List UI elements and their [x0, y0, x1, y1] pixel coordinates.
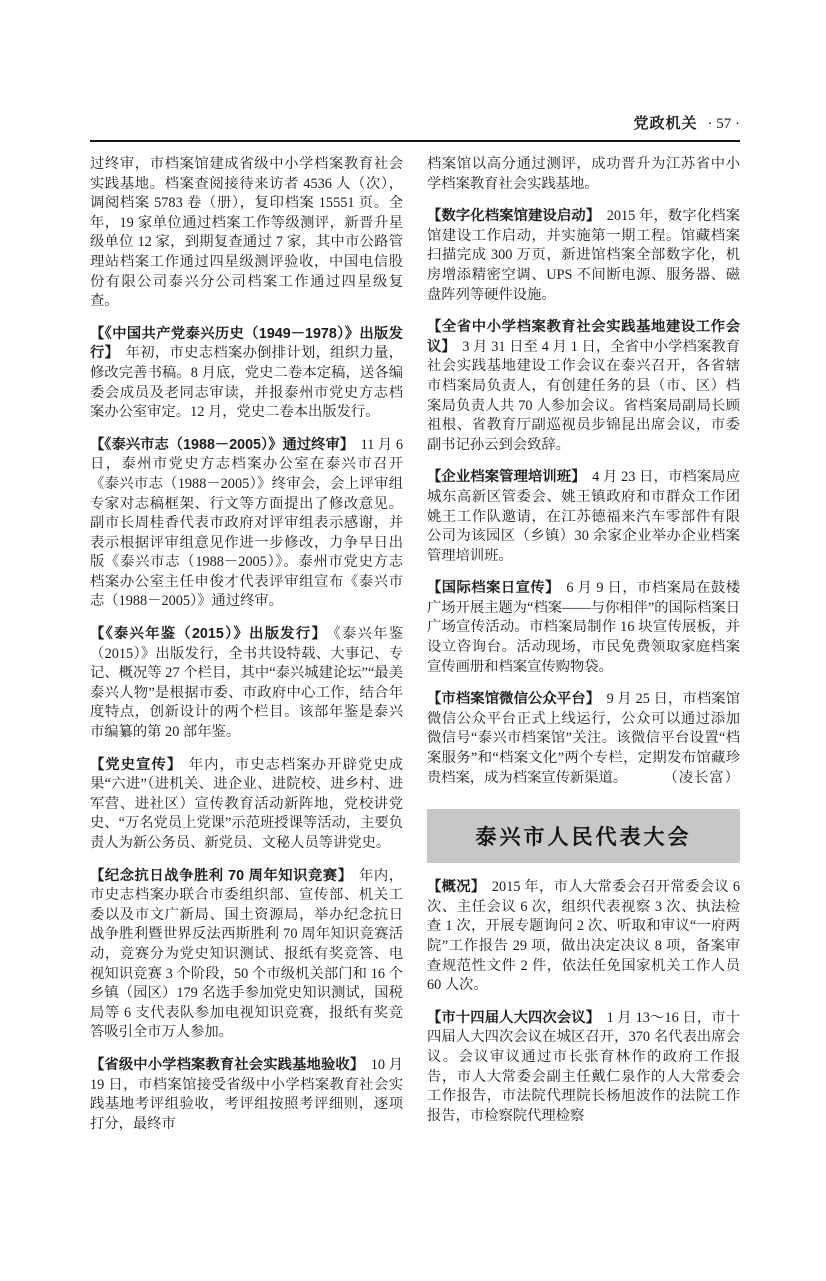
yearbook-page	[0, 112, 826, 1281]
entry	[90, 325, 403, 423]
entry	[427, 318, 740, 455]
left-column	[90, 155, 403, 1134]
right-column	[427, 155, 740, 1134]
entry-heading: 【全省中小学档案教育社会实践基地建设工作会议】	[427, 319, 740, 355]
entry	[427, 878, 740, 996]
entry-heading: 【市十四届人大四次会议】	[427, 1009, 601, 1026]
entry-heading: 【概况】	[427, 879, 486, 896]
entry-heading: 【企业档案管理培训班】	[427, 469, 586, 486]
entry	[427, 468, 740, 566]
entry	[90, 756, 403, 854]
entry-heading: 【《泰兴年鉴（2015）》出版发行】	[90, 626, 328, 643]
entry	[427, 1009, 740, 1127]
entry-heading: 【《泰兴市志（1988－2005）》通过终审】	[90, 436, 355, 453]
header-rule	[90, 140, 740, 142]
author-attribution: （凌长富）	[663, 769, 740, 786]
entry-body: 10 月 19 日，市档案馆接受省级中小学档案教育社会实践基地考评组验收，考评组按照考评细则，逐项打分，最终市	[90, 1056, 404, 1132]
running-header	[90, 112, 740, 133]
section-banner-title: 泰兴市人民代表大会	[427, 809, 740, 863]
entry	[90, 436, 403, 612]
entry-body: 11 月 6 日，泰州市党史方志档案办公室在泰兴市召开《泰兴市志（1988－2005）》终审会，会上评审组专家对志稿框架、行文等方面提出了修改意见。副市长周桂香代表市政府对评审组表示感谢，并表示根据评审组意见作进一步修改，力争早日出版《泰兴市志（1988－2005）》。泰州市党史方志档案办公室主任申俊才代表评审组宣布《泰兴市志（1988－2005）》通过终审。	[90, 436, 403, 610]
entry-heading: 【数字化档案馆建设启动】	[427, 208, 601, 225]
entry-heading: 【《中国共产党泰兴历史（1949－1978）》出版发行】	[90, 325, 403, 362]
page-number: · 57 ·	[707, 116, 740, 132]
entry-body: 年内，市史志档案办开辟党史成果“六进”（进机关、进企业、进院校、进乡村、进军营、进社区）宣传教育活动新阵地，党校讲党史、“万名党员上党课”示范班授课等活动，主要负责人为新公务员、新党员、文秘人员等讲党史。	[90, 756, 404, 851]
entry-heading: 【党史宣传】	[90, 756, 183, 773]
entry-body: 年初，市史志档案办倒排计划，组织力量，修改完善书稿。8 月底，党史二卷本定稿，送各编委会成员及老同志审读，并报泰州市党史方志档案办公室审定。12 月，党史二卷本出版发行。	[90, 345, 404, 421]
section-title: 党政机关	[633, 115, 698, 132]
entry-body: 《泰兴年鉴（2015）》出版发行，全书共设特载、大事记、专记、概况等 27 个栏目，其中“泰兴城建论坛”“最美泰兴人物”是根据市委、市政府中心工作，结合年度特点，创新设计的两个栏目。该部年鉴是泰兴市编纂的第 20 部年鉴。	[90, 626, 403, 741]
entry	[427, 579, 740, 677]
entry	[90, 625, 403, 743]
entry	[90, 1056, 403, 1134]
entry-body: 4 月 23 日，市档案局应城东高新区管委会、姚王镇政府和市群众工作团姚王工作队邀请，在江苏德福来汽车零部件有限公司为该园区（乡镇）30 余家企业举办企业档案管理培训班。	[427, 469, 740, 564]
entry-body: 1 月 13～16 日，市十四届人大四次会议在城区召开，370 名代表出席会议。会议审议通过市长张育林作的政府工作报告，市人大常委会副主任戴仁泉作的人大常委会工作报告，市法院代理院长杨旭波作的法院工作报告，市检察院代理检察	[427, 1009, 741, 1124]
entry	[427, 207, 740, 305]
two-column-layout	[90, 155, 740, 1134]
entry-heading: 【纪念抗日战争胜利 70 周年知识竞赛】	[90, 867, 353, 884]
entry	[90, 867, 403, 1043]
entry-body: 3 月 31 日至 4 月 1 日，全省中小学档案教育社会实践基地建设工作会议在泰兴召开，各省辖市档案局负责人，有创建任务的县（市、区）档案局负责人共 70 人参加会议。省档案局副局长顾祖根、省教育厅副巡视员步锦昆出席会议，市委副书记孙云到会致辞。	[427, 338, 741, 453]
entry-heading: 【市档案馆微信公众平台】	[427, 691, 601, 708]
entry-body: 2015 年，市人大常委会召开常委会议 6 次、主任会议 6 次，组织代表视察 3 次、执法检查 1 次，开展专题询问 2 次、听取和审议“一府两院”工作报告 29 项，做出决定决议 8 项，备案审查规范性文件 2 件，依法任免国家机关工作人员 60 人次。	[427, 879, 741, 994]
entry-body: 过终审，市档案馆建成省级中小学档案教育社会实践基地。档案查阅接待来访者 4536 人（次），调阅档案 5783 卷（册），复印档案 15551 页。全年，19 家单位通过档案工作等级测评，新晋升星级单位 12 家，到期复查通过 7 家，其中市公路管理站档案工作通过四星级测评验收，中国电信股份有限公司泰兴分公司档案工作通过四星级复查。	[90, 156, 403, 310]
entry-body: 9 月 25 日，市档案馆微信公众平台正式上线运行，公众可以通过添加微信号“泰兴市档案馆”关注。该微信平台设置“档案服务”和“档案文化”两个专栏，定期发布馆藏珍贵档案，成为档案宣传新渠道。	[427, 691, 741, 786]
entry-body: 6 月 9 日，市档案局在鼓楼广场开展主题为“档案——与你相伴”的国际档案日广场宣传活动。市档案局制作 16 块宣传展板，并设立咨询台。活动现场，市民免费领取家庭档案宣传画册和档案宣传购物袋。	[427, 580, 740, 675]
entry-body: 档案馆以高分通过测评，成功晋升为江苏省中小学档案教育社会实践基地。	[427, 156, 740, 192]
entry-heading: 【省级中小学档案教育社会实践基地验收】	[90, 1056, 365, 1073]
entry-heading: 【国际档案日宣传】	[427, 580, 560, 597]
entry	[427, 690, 740, 788]
continuation-paragraph	[90, 155, 403, 312]
entry-body: 2015 年，数字化档案馆建设工作启动，并实施第一期工程。馆藏档案扫描完成 300 万页，新进馆档案全部数字化，机房增添精密空调、UPS 不间断电源、服务器、磁盘阵列等硬件设施。	[427, 208, 740, 303]
entry-body: 年内，市史志档案办联合市委组织部、宣传部、机关工委以及市文广新局、国土资源局，举办纪念抗日战争胜利暨世界反法西斯胜利 70 周年知识竞赛活动，竞赛分为党史知识测试、报纸有奖竞答、电视知识竞赛 3 个阶段，50 个市级机关部门和 16 个乡镇（园区）179 名选手参加党史知识测试，国税局等 6 支代表队参加电视知识竞赛，报纸有奖竞答吸引全市万人参加。	[90, 867, 403, 1041]
continuation-paragraph	[427, 155, 740, 194]
